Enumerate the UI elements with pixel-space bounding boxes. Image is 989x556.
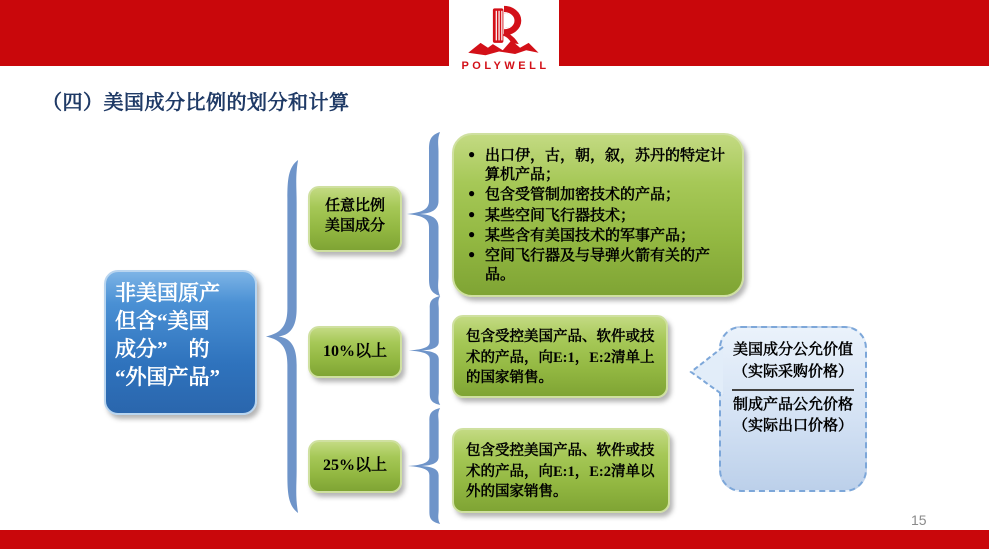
branch2-detail-box: 包含受控美国产品、软件或技术的产品，向E:1，E:2清单上的国家销售。 bbox=[452, 315, 668, 398]
callout-tail-icon bbox=[688, 344, 724, 398]
branch3-label-box: 25%以上 bbox=[308, 440, 402, 493]
callout-denominator: 制成产品公允价格（实际出口价格） bbox=[732, 396, 853, 435]
top-bar-left bbox=[0, 0, 449, 66]
brand-text: POLYWELL bbox=[461, 60, 550, 72]
branch1-label-line: 任意比例 bbox=[324, 198, 385, 214]
big-brace-icon bbox=[263, 160, 302, 513]
branch3-brace-icon bbox=[405, 408, 444, 524]
polywell-logo-icon bbox=[467, 4, 541, 62]
branch2-label-box: 10%以上 bbox=[308, 326, 402, 378]
root-box-line: “外国产品” bbox=[115, 364, 220, 389]
top-bar-right bbox=[559, 0, 989, 66]
root-box-line: 但含“美国 bbox=[115, 308, 210, 333]
root-box-line: 非美国原产 bbox=[115, 281, 220, 305]
branch1-brace-icon bbox=[404, 132, 444, 296]
branch1-label-box bbox=[308, 186, 402, 252]
page-title: （四）美国成分比例的划分和计算 bbox=[42, 92, 350, 114]
branch1-bullet-list bbox=[468, 147, 732, 285]
fraction-callout bbox=[719, 326, 867, 492]
branch3-detail-box: 包含受控美国产品、软件或技术的产品，向E:1，E:2清单以外的国家销售。 bbox=[452, 428, 670, 513]
bottom-bar bbox=[0, 530, 989, 549]
fraction-divider bbox=[732, 389, 854, 391]
logo bbox=[449, 0, 559, 80]
branch2-brace-icon bbox=[406, 296, 444, 405]
bullet-item: ● 包含受管制加密技术的产品； bbox=[468, 186, 732, 205]
bullet-item: ● 某些含有美国技术的军事产品； bbox=[468, 227, 732, 246]
bullet-item: ● 空间飞行器及与导弹火箭有关的产品。 bbox=[468, 247, 732, 285]
branch1-label-line: 美国成分 bbox=[324, 218, 385, 235]
bullet-item: ● 某些空间飞行器技术； bbox=[468, 207, 732, 226]
root-box bbox=[104, 270, 257, 415]
callout-numerator: 美国成分公允价值（实际采购价格） bbox=[732, 342, 853, 380]
root-box-line: 成分” 的 bbox=[115, 336, 210, 361]
bullet-item: ● 出口伊，古，朝，叙，苏丹的特定计算机产品； bbox=[468, 147, 732, 185]
page-number: 15 bbox=[911, 512, 927, 528]
branch1-detail-box bbox=[452, 133, 744, 297]
